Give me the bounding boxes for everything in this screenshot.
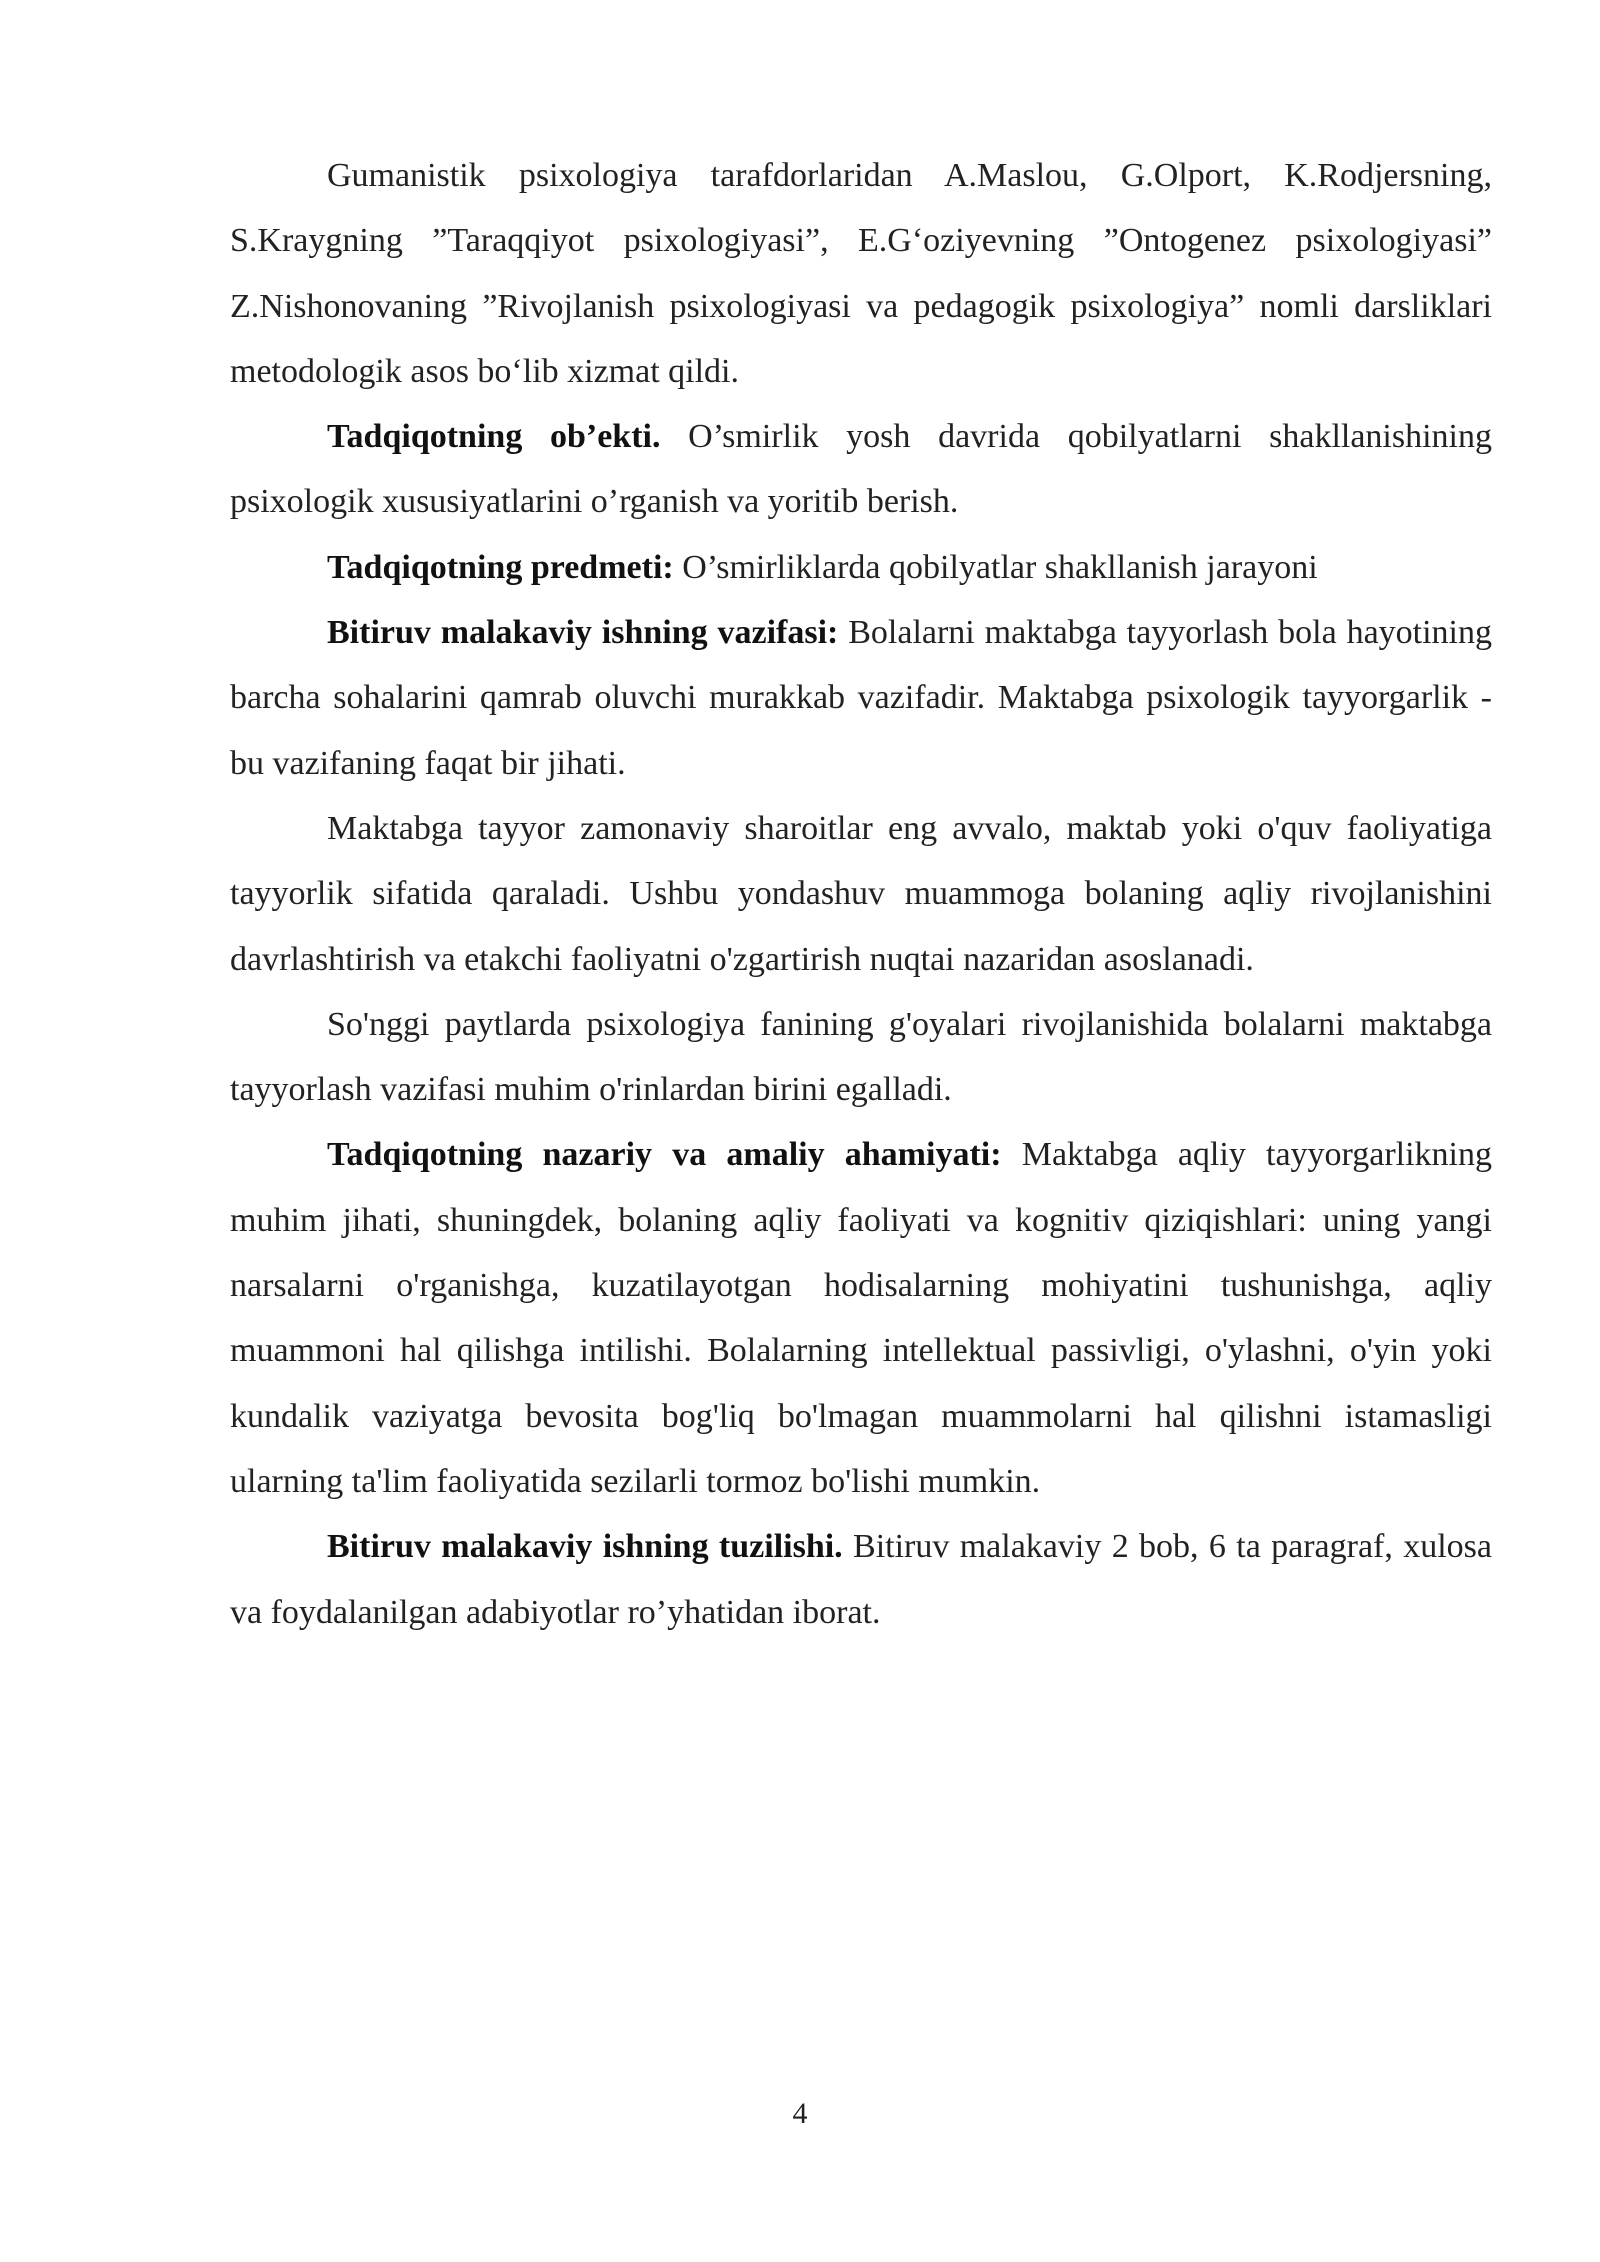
paragraph-text: O’smirlik yosh davrida qobilyatlarni shakllanishining psixologik xususiyatlarini o’rganish va yoritib berish.: [230, 418, 1492, 521]
paragraph-text: O’smirliklarda qobilyatlar shakllanish jarayoni: [673, 548, 1318, 586]
document-body: [230, 143, 1492, 1645]
paragraph-recent-ideas: [230, 992, 1492, 1123]
paragraph-research-subject: [230, 535, 1492, 600]
paragraph-text: Gumanistik psixologiya tarafdorlaridan A.Maslou, G.Olport, K.Rodjersning, S.Kraygning ”Taraqqiyot psixologiyasi”, E.G‘oziyevning ”Ontogenez psixologiyasi” Z.Nishonovaning ”Rivojlanish psixologiyasi va pedagogik psixologiya” nomli darsliklari metodologik asos bo‘lib xizmat qildi.: [230, 157, 1492, 390]
paragraph-school-readiness: [230, 796, 1492, 992]
paragraph-significance: [230, 1122, 1492, 1514]
paragraph-heading: Bitiruv malakaviy ishning tuzilishi.: [327, 1528, 843, 1566]
paragraph-heading: Tadqiqotning nazariy va amaliy ahamiyati:: [327, 1136, 1002, 1174]
paragraph-text: Maktabga aqliy tayyorgarlikning muhim jihati, shuningdek, bolaning aqliy faoliyati va kognitiv qiziqishlari: uning yangi narsalarni o'rganishga, kuzatilayotgan hodisalarning mohiyatini tushunishga, aqliy muammoni hal qilishga intilishi. Bolalarning intellektual passivligi, o'ylashni, o'yin yoki kundalik vaziyatga bevosita bog'liq bo'lmagan muammolarni hal qilishni istamasligi ularning ta'lim faoliyatida sezilarli tormoz bo'lishi mumkin.: [230, 1136, 1492, 1500]
paragraph-text: So'nggi paytlarda psixologiya fanining g'oyalari rivojlanishida bolalarni maktabga tayyorlash vazifasi muhim o'rinlardan birini egalladi.: [230, 1005, 1492, 1109]
paragraph-text: Bolalarni maktabga tayyorlash bola hayotining barcha sohalarini qamrab oluvchi murakkab vazifadir. Maktabga psixologik tayyorgarlik - bu vazifaning faqat bir jihati.: [230, 614, 1493, 782]
paragraph-text: Maktabga tayyor zamonaviy sharoitlar eng avvalo, maktab yoki o'quv faoliyatiga tayyorlik sifatida qaraladi. Ushbu yondashuv muammoga bolaning aqliy rivojlanishini davrlashtirish va etakchi faoliyatni o'zgartirish nuqtai nazaridan asoslanadi.: [230, 809, 1492, 978]
paragraph-heading: Tadqiqotning ob’ekti.: [327, 418, 661, 456]
paragraph-structure: [230, 1514, 1492, 1645]
paragraph-thesis-task: [230, 600, 1492, 796]
paragraph-research-object: [230, 404, 1492, 535]
page-number: 4: [792, 2097, 808, 2130]
paragraph-heading: Bitiruv malakaviy ishning vazifasi:: [327, 614, 839, 652]
paragraph-text: Bitiruv malakaviy 2 bob, 6 ta paragraf, xulosa va foydalanilgan adabiyotlar ro’yhatidan iborat.: [230, 1528, 1493, 1631]
paragraph-heading: Tadqiqotning predmeti:: [327, 548, 674, 586]
paragraph-methodology: [230, 143, 1492, 404]
